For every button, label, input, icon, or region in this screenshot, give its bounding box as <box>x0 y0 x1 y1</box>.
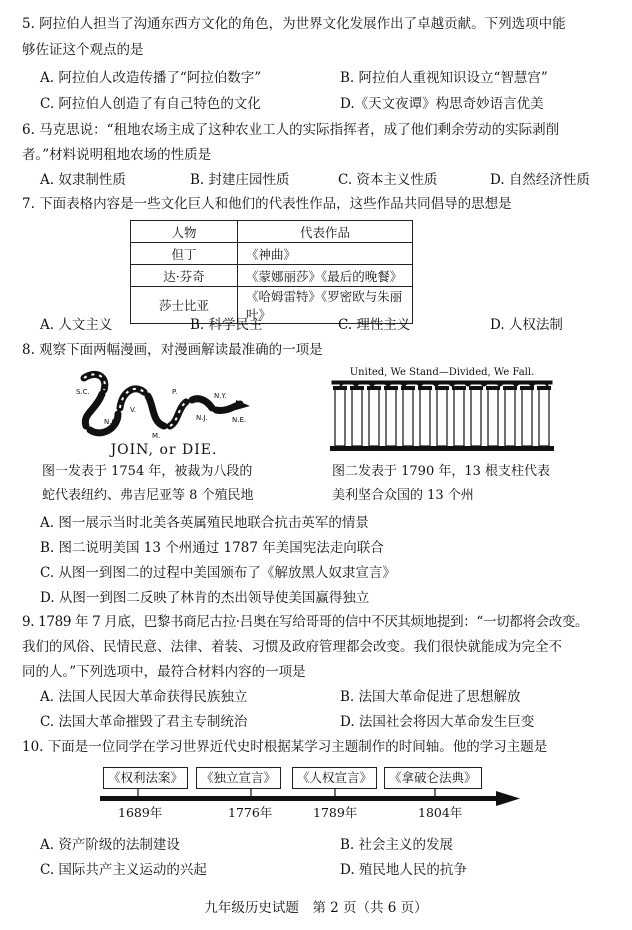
timeline-doc-bill-of-rights: 《权利法案》 <box>103 767 188 789</box>
page-footer: 九年级历史试题 第 2 页（共 6 页） <box>204 900 428 916</box>
timeline-year: 1776年 <box>228 805 273 820</box>
q5-option-a[interactable]: A. 阿拉伯人改造传播了“阿拉伯数字” <box>40 70 262 86</box>
q10-option-a[interactable]: A. 资产阶级的法制建设 <box>40 837 180 853</box>
q9-stem-line2: 我们的风俗、民情民意、法律、着装、习惯及政府管理都会改变。我们很快就能成为完全不 <box>22 639 562 655</box>
table-cell-person: 莎士比亚 <box>131 287 238 324</box>
pillar <box>420 388 430 446</box>
pillars-cartoon <box>326 364 558 454</box>
pillar <box>437 388 447 446</box>
q5-option-d[interactable]: D.《天文夜谭》构思奇妙语言优美 <box>340 96 544 112</box>
q10-option-b[interactable]: B. 社会主义的发展 <box>340 837 454 853</box>
svg-text:N.J.: N.J. <box>196 414 208 422</box>
q7-option-d[interactable]: D. 人权法制 <box>490 317 563 333</box>
pillar <box>335 388 345 446</box>
q7-option-c[interactable]: C. 理性主义 <box>338 317 411 333</box>
pillar <box>471 388 481 446</box>
pillar <box>522 388 532 446</box>
table-header-works: 代表作品 <box>238 221 413 243</box>
pillar <box>369 388 379 446</box>
table-cell-works: 《哈姆雷特》《罗密欧与朱丽叶》 <box>238 287 413 324</box>
pillar <box>454 388 464 446</box>
timeline-doc-napoleonic-code: 《拿破仑法典》 <box>384 767 482 789</box>
q10-option-c[interactable]: C. 国际共产主义运动的兴起 <box>40 862 207 878</box>
cartoon1-caption-line2: 蛇代表纽约、弗吉尼亚等 8 个殖民地 <box>42 488 254 503</box>
timeline-doc-declaration-of-rights-of-man: 《人权宣言》 <box>292 767 377 789</box>
table-cell-person: 但丁 <box>131 243 238 265</box>
pillar <box>403 388 413 446</box>
svg-text:S.C.: S.C. <box>76 388 90 396</box>
q6-option-d[interactable]: D. 自然经济性质 <box>490 172 590 188</box>
table-header-row <box>131 221 413 243</box>
q6-option-b[interactable]: B. 封建庄园性质 <box>190 172 290 188</box>
works-table <box>130 220 413 324</box>
cartoon2-caption-line1: 图二发表于 1790 年，13 根支柱代表 <box>332 464 551 479</box>
table-row <box>131 243 413 265</box>
q5-stem-line2: 够佐证这个观点的是 <box>22 42 144 58</box>
cartoon2-caption-line2: 美利坚合众国的 13 个州 <box>332 488 474 503</box>
pillar <box>488 388 498 446</box>
timeline-arrow-icon <box>496 791 520 806</box>
q9-option-d[interactable]: D. 法国社会将因大革命发生巨变 <box>340 714 535 730</box>
q10-option-d[interactable]: D. 殖民地人民的抗争 <box>340 862 467 878</box>
q9-stem-line3: 同的人。”下列选项中，最符合材料内容的一项是 <box>22 664 306 680</box>
pillar <box>352 388 362 446</box>
q10-stem: 10. 下面是一位同学在学习世界近代史时根据某学习主题制作的时间轴。他的学习主题是 <box>22 739 548 755</box>
pillar <box>386 388 396 446</box>
q9-stem-line1: 9. 1789 年 7 月底，巴黎书商尼古拉·吕奥在写给哥哥的信中不厌其烦地提到：“一切都将会改变。 <box>22 614 589 630</box>
q9-option-b[interactable]: B. 法国大革命促进了思想解放 <box>340 689 521 705</box>
q8-option-a[interactable]: A. 图一展示当时北美各英属殖民地联合抗击英军的情景 <box>40 515 369 531</box>
q7-stem: 7. 下面表格内容是一些文化巨人和他们的代表性作品，这些作品共同倡导的思想是 <box>22 196 512 212</box>
timeline-year: 1689年 <box>118 805 163 820</box>
q5-stem-line1: 5. 阿拉伯人担当了沟通东西方文化的角色，为世界文化发展作出了卓越贡献。下列选项中能 <box>22 16 566 32</box>
snake-segment <box>192 399 212 408</box>
q8-option-c[interactable]: C. 从图一到图二的过程中美国颁布了《解放黑人奴隶宣言》 <box>40 565 396 581</box>
q9-option-a[interactable]: A. 法国人民因大革命获得民族独立 <box>40 689 248 705</box>
cartoon1-caption-line1: 图一发表于 1754 年，被裁为八段的 <box>42 464 253 479</box>
timeline-year: 1789年 <box>313 805 358 820</box>
table-header-person: 人物 <box>131 221 238 243</box>
timeline-doc-declaration-of-independence: 《独立宣言》 <box>196 767 281 789</box>
pillars-banner-text: United, We Stand—Divided, We Fall. <box>349 367 535 378</box>
snake-segment <box>148 396 164 426</box>
svg-text:N.E.: N.E. <box>232 416 247 424</box>
svg-text:V.: V. <box>130 406 137 414</box>
snake-segment <box>85 394 102 426</box>
table-cell-person: 达·芬奇 <box>131 265 238 287</box>
join-or-die-cartoon <box>74 364 254 459</box>
snake-head <box>236 400 250 410</box>
q6-stem-line2: 者。”材料说明租地农场的性质是 <box>22 147 212 163</box>
q6-option-c[interactable]: C. 资本主义性质 <box>338 172 438 188</box>
q6-stem-line1: 6. 马克思说：“租地农场主成了这种农业工人的实际指挥者，成了他们剩余劳动的实际剥削 <box>22 122 560 138</box>
timeline-year: 1804年 <box>418 805 463 820</box>
q8-stem: 8. 观察下面两幅漫画，对漫画解读最准确的一项是 <box>22 342 323 358</box>
q9-option-c[interactable]: C. 法国大革命摧毁了君主专制统治 <box>40 714 248 730</box>
table-row <box>131 265 413 287</box>
q5-option-b[interactable]: B. 阿拉伯人重视知识设立“智慧宫” <box>340 70 548 86</box>
table-cell-works: 《神曲》 <box>238 243 413 265</box>
table-cell-works: 《蒙娜丽莎》《最后的晚餐》 <box>238 265 413 287</box>
svg-text:N.C.: N.C. <box>104 418 119 426</box>
q8-option-b[interactable]: B. 图二说明美国 13 个州通过 1787 年美国宪法走向联合 <box>40 540 384 556</box>
pillar <box>505 388 515 446</box>
join-or-die-text: JOIN, or DIE. <box>110 442 218 458</box>
q7-option-a[interactable]: A. 人文主义 <box>40 317 113 333</box>
svg-text:N.Y.: N.Y. <box>214 392 227 400</box>
q6-option-a[interactable]: A. 奴隶制性质 <box>40 172 126 188</box>
svg-text:M.: M. <box>152 432 161 440</box>
q7-option-b[interactable]: B. 科学民主 <box>190 317 263 333</box>
pillar <box>539 388 549 446</box>
q8-option-d[interactable]: D. 从图一到图二反映了林肯的杰出领导使美国赢得独立 <box>40 590 370 606</box>
q5-option-c[interactable]: C. 阿拉伯人创造了有自己特色的文化 <box>40 96 261 112</box>
svg-text:P.: P. <box>172 388 178 396</box>
